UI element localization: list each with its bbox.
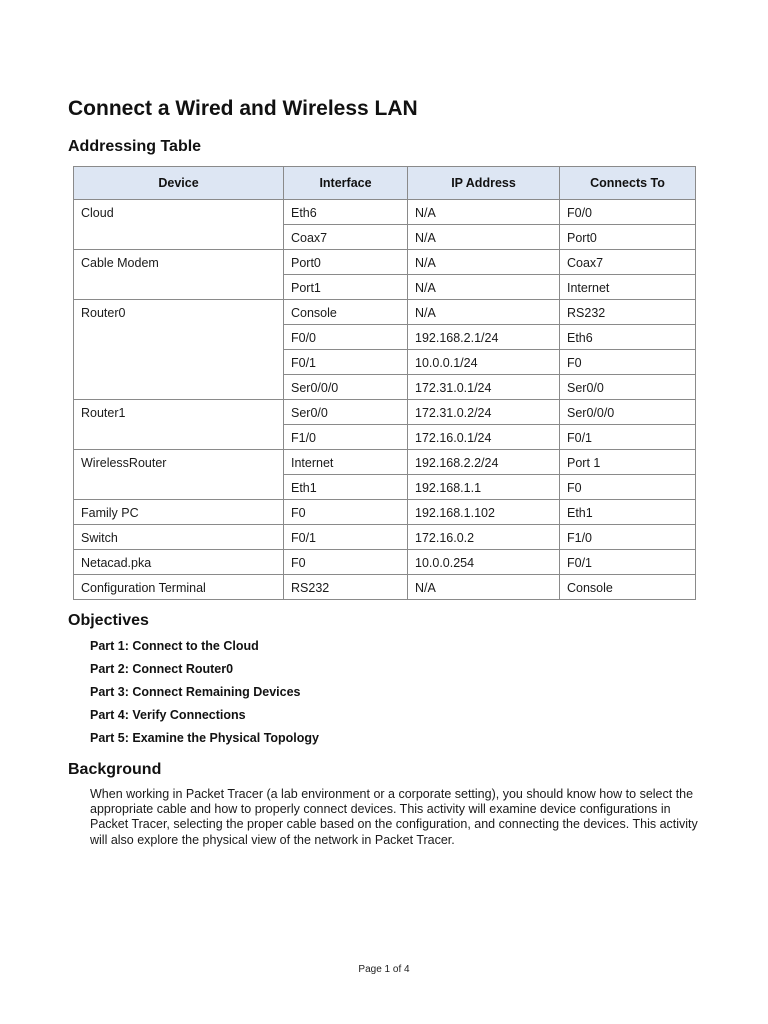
table-row [74, 525, 696, 550]
ip-address-cell: N/A [408, 200, 560, 225]
connects-to-cell: Port 1 [560, 450, 696, 475]
connects-to-cell: Ser0/0/0 [560, 400, 696, 425]
connects-to-cell: Internet [560, 275, 696, 300]
objective-item: Part 3: Connect Remaining Devices [90, 685, 301, 699]
connects-to-cell: Ser0/0 [560, 375, 696, 400]
table-row [74, 450, 696, 475]
addressing-table [73, 166, 696, 600]
connects-to-cell: F0/0 [560, 200, 696, 225]
ip-address-cell: 192.168.2.1/24 [408, 325, 560, 350]
objective-item: Part 5: Examine the Physical Topology [90, 731, 319, 745]
interface-cell: Ser0/0/0 [284, 375, 408, 400]
table-row [74, 200, 696, 225]
column-header-connects-to: Connects To [560, 167, 696, 200]
interface-cell: RS232 [284, 575, 408, 600]
interface-cell: F0 [284, 550, 408, 575]
column-header-interface: Interface [284, 167, 408, 200]
ip-address-cell: N/A [408, 275, 560, 300]
interface-cell: Internet [284, 450, 408, 475]
ip-address-cell: 172.31.0.2/24 [408, 400, 560, 425]
connects-to-cell: RS232 [560, 300, 696, 325]
device-cell: Configuration Terminal [74, 575, 284, 600]
connects-to-cell: Console [560, 575, 696, 600]
page-number: Page 1 of 4 [358, 964, 410, 975]
background-paragraph: When working in Packet Tracer (a lab environment or a corporate setting), you should know how to select the appropriate cable and how to properly connect devices. This activity will examine device configurations in Packet Tracer, selecting the proper cable based on the configuration, and connecting the devices. This activity will also explore the physical view of the network in Packet Tracer. [90, 787, 698, 847]
connects-to-cell: F0/1 [560, 550, 696, 575]
ip-address-cell: 192.168.1.102 [408, 500, 560, 525]
device-cell: WirelessRouter [74, 450, 284, 500]
column-header-ip-address: IP Address [408, 167, 560, 200]
connects-to-cell: F0 [560, 350, 696, 375]
connects-to-cell: Coax7 [560, 250, 696, 275]
table-row [74, 550, 696, 575]
objective-item: Part 4: Verify Connections [90, 708, 246, 722]
ip-address-cell: N/A [408, 300, 560, 325]
connects-to-cell: F0/1 [560, 425, 696, 450]
interface-cell: Port1 [284, 275, 408, 300]
ip-address-cell: 192.168.2.2/24 [408, 450, 560, 475]
ip-address-cell: 172.16.0.1/24 [408, 425, 560, 450]
interface-cell: F0/1 [284, 350, 408, 375]
device-cell: Cloud [74, 200, 284, 250]
ip-address-cell: N/A [408, 225, 560, 250]
table-row [74, 400, 696, 425]
table-row [74, 300, 696, 325]
interface-cell: Ser0/0 [284, 400, 408, 425]
interface-cell: Port0 [284, 250, 408, 275]
connects-to-cell: Eth6 [560, 325, 696, 350]
objective-item: Part 1: Connect to the Cloud [90, 639, 259, 653]
page-title: Connect a Wired and Wireless LAN [68, 97, 418, 120]
table-row [74, 500, 696, 525]
interface-cell: Coax7 [284, 225, 408, 250]
device-cell: Cable Modem [74, 250, 284, 300]
connects-to-cell: Port0 [560, 225, 696, 250]
ip-address-cell: 172.31.0.1/24 [408, 375, 560, 400]
interface-cell: F1/0 [284, 425, 408, 450]
ip-address-cell: N/A [408, 250, 560, 275]
column-header-device: Device [74, 167, 284, 200]
ip-address-cell: 10.0.0.254 [408, 550, 560, 575]
table-row [74, 575, 696, 600]
interface-cell: Console [284, 300, 408, 325]
connects-to-cell: F1/0 [560, 525, 696, 550]
interface-cell: F0 [284, 500, 408, 525]
table-row [74, 250, 696, 275]
background-heading: Background [68, 761, 162, 778]
objectives-heading: Objectives [68, 612, 149, 629]
device-cell: Router1 [74, 400, 284, 450]
interface-cell: F0/1 [284, 525, 408, 550]
interface-cell: Eth6 [284, 200, 408, 225]
ip-address-cell: 192.168.1.1 [408, 475, 560, 500]
device-cell: Netacad.pka [74, 550, 284, 575]
device-cell: Family PC [74, 500, 284, 525]
interface-cell: Eth1 [284, 475, 408, 500]
ip-address-cell: N/A [408, 575, 560, 600]
ip-address-cell: 172.16.0.2 [408, 525, 560, 550]
addressing-table-body [74, 200, 696, 600]
device-cell: Switch [74, 525, 284, 550]
objectives-list [90, 637, 319, 752]
table-header-row [74, 167, 696, 200]
device-cell: Router0 [74, 300, 284, 400]
interface-cell: F0/0 [284, 325, 408, 350]
ip-address-cell: 10.0.0.1/24 [408, 350, 560, 375]
addressing-table-heading: Addressing Table [68, 138, 202, 155]
objective-item: Part 2: Connect Router0 [90, 662, 234, 676]
connects-to-cell: F0 [560, 475, 696, 500]
connects-to-cell: Eth1 [560, 500, 696, 525]
